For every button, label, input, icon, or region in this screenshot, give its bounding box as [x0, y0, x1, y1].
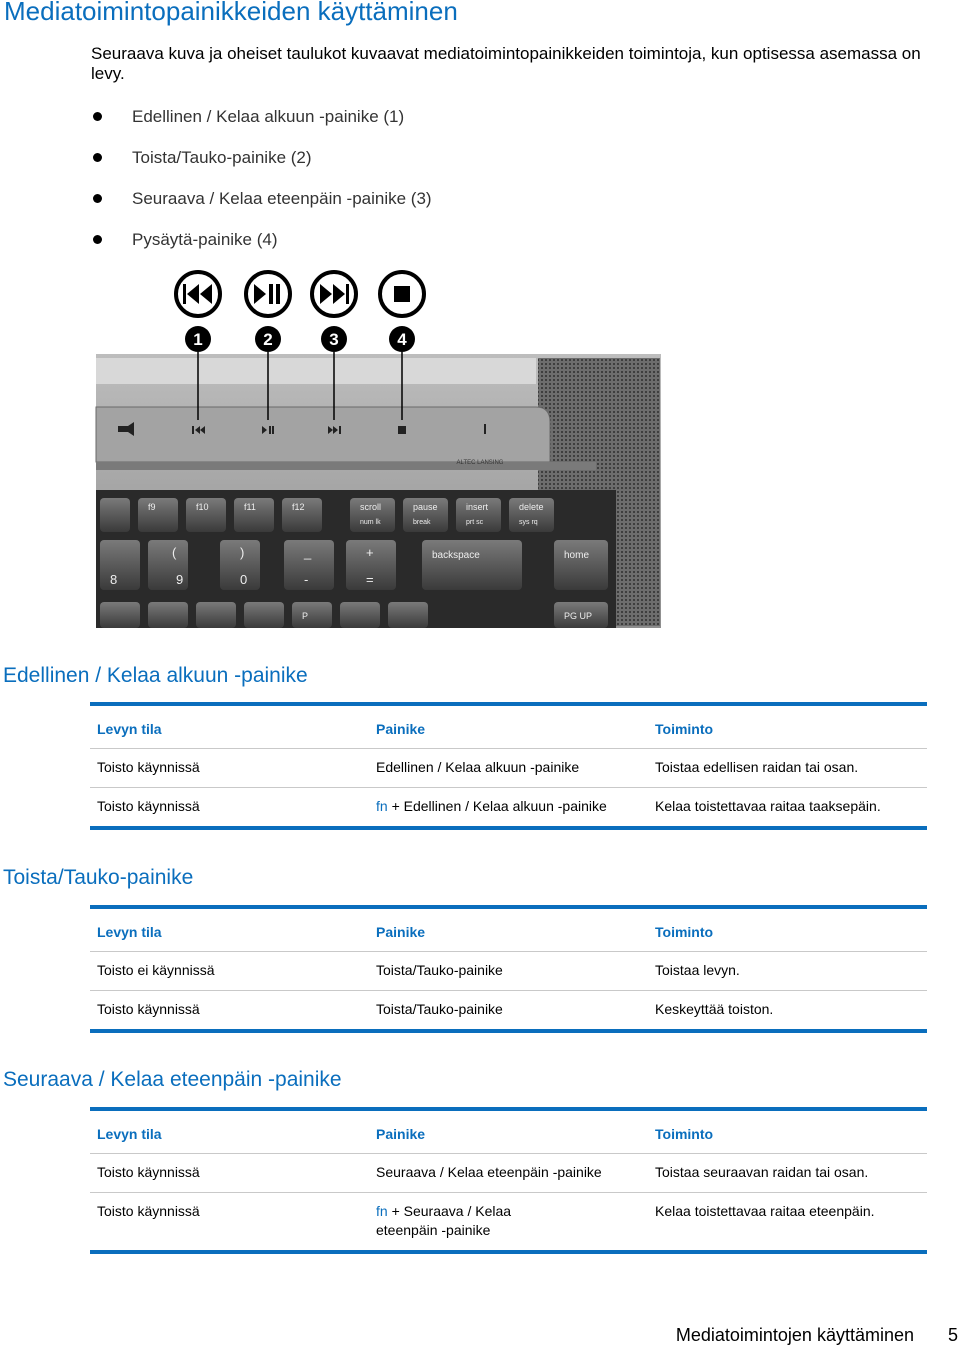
state-cell: Toisto käynnissä	[97, 798, 200, 814]
table-row	[90, 1154, 927, 1193]
list-item	[91, 145, 432, 186]
column-header: Levyn tila	[97, 924, 162, 940]
action-cell: Toistaa edellisen raidan tai osan.	[655, 759, 859, 775]
state-cell: Toisto käynnissä	[97, 1203, 200, 1219]
button-label: + Seuraava / Kelaa eteenpäin -painike	[376, 1203, 512, 1238]
button-label: Seuraava / Kelaa eteenpäin -painike	[376, 1164, 602, 1180]
list-item	[91, 104, 432, 145]
zero-key: 0	[240, 572, 248, 587]
column-header: Toiminto	[655, 924, 714, 940]
button-table	[90, 1107, 927, 1254]
previous-icon	[176, 272, 220, 316]
button-cell	[369, 1193, 648, 1253]
table-header-row	[90, 1109, 927, 1154]
action-cell: Toistaa levyn.	[655, 962, 740, 978]
brand-label: ALTEC LANSING	[456, 460, 504, 466]
action-cell: Kelaa toistettavaa raitaa taaksepäin.	[655, 798, 881, 814]
dash-key: -	[304, 572, 309, 587]
page-title: Mediatoimintopainikkeiden käyttäminen	[4, 0, 458, 26]
callout-1: 1	[193, 330, 203, 349]
column-header: Levyn tila	[97, 721, 162, 737]
pgup-key: PG UP	[564, 611, 593, 621]
button-label: + Edellinen / Kelaa alkuun -painike	[391, 798, 607, 814]
num-lk-label: num lk	[360, 519, 381, 526]
button-cell	[369, 1154, 648, 1193]
callout-2: 2	[263, 330, 273, 349]
list-item-label: Pysäytä-painike (4)	[132, 230, 278, 249]
state-cell: Toisto ei käynnissä	[97, 962, 215, 978]
table-row	[90, 749, 927, 788]
action-cell: Toistaa seuraavan raidan tai osan.	[655, 1164, 869, 1180]
button-cell	[369, 749, 648, 788]
bullet-icon	[93, 235, 102, 244]
fn-key-label: fn	[376, 798, 388, 814]
table-row	[90, 991, 927, 1032]
eight-key: 8	[110, 572, 118, 587]
section-title: Toista/Tauko-painike	[3, 866, 194, 889]
footer-page-number: 5	[947, 1325, 958, 1345]
bullet-icon	[93, 194, 102, 203]
footer-chapter-title: Mediatoimintojen käyttäminen	[675, 1325, 914, 1345]
home-key: home	[564, 550, 590, 561]
button-table	[90, 905, 927, 1033]
column-header: Painike	[376, 721, 426, 737]
section-title: Seuraava / Kelaa eteenpäin -painike	[3, 1068, 342, 1091]
section-title: Edellinen / Kelaa alkuun -painike	[3, 664, 308, 687]
list-item-label: Seuraava / Kelaa eteenpäin -painike (3)	[132, 189, 432, 208]
list-item-label: Edellinen / Kelaa alkuun -painike (1)	[132, 107, 405, 126]
underscore-key: _	[304, 545, 312, 560]
table-row	[90, 952, 927, 991]
callout-4: 4	[397, 330, 407, 349]
button-list	[91, 104, 432, 268]
keyboard	[96, 490, 616, 628]
action-cell: Keskeyttää toiston.	[655, 1001, 774, 1017]
media-buttons-figure	[88, 262, 663, 628]
nine-key: 9	[176, 572, 184, 587]
table-header-row	[90, 704, 927, 749]
button-label: Toista/Tauko-painike	[376, 962, 503, 978]
intro-paragraph: Seuraava kuva ja oheiset taulukot kuvaavat mediatoimintopainikkeiden toimintoja, kun optisessa asemassa on levy.	[91, 44, 921, 83]
fn-key-label: fn	[376, 1203, 388, 1219]
pause-key: pause	[413, 502, 438, 512]
equals-key: =	[366, 572, 374, 587]
callout-3: 3	[329, 330, 339, 349]
f12-key: f12	[292, 502, 305, 512]
action-cell: Kelaa toistettavaa raitaa eteenpäin.	[655, 1203, 875, 1219]
column-header: Painike	[376, 924, 426, 940]
insert-key: insert	[466, 502, 489, 512]
backspace-key: backspace	[432, 550, 480, 561]
state-cell: Toisto käynnissä	[97, 759, 200, 775]
sys-rq-label: sys rq	[519, 519, 538, 526]
list-item	[91, 186, 432, 227]
bullet-icon	[93, 153, 102, 162]
f9-key: f9	[148, 502, 156, 512]
button-cell	[369, 991, 648, 1032]
stop-icon	[380, 272, 424, 316]
table-header-row	[90, 907, 927, 952]
table-row	[90, 788, 927, 829]
column-header: Levyn tila	[97, 1126, 162, 1142]
f11-key: f11	[244, 502, 256, 512]
button-cell	[369, 788, 648, 829]
column-header: Toiminto	[655, 721, 714, 737]
paren-open-key: (	[172, 545, 177, 560]
p-key: P	[302, 611, 309, 621]
column-header: Painike	[376, 1126, 426, 1142]
scroll-key: scroll	[360, 502, 382, 512]
next-icon	[312, 272, 356, 316]
f10-key: f10	[196, 502, 209, 512]
button-label: Edellinen / Kelaa alkuun -painike	[376, 759, 580, 775]
column-header: Toiminto	[655, 1126, 714, 1142]
button-table	[90, 702, 927, 830]
bullet-icon	[93, 112, 102, 121]
plus-key: +	[366, 545, 374, 560]
state-cell: Toisto käynnissä	[97, 1001, 200, 1017]
button-label: Toista/Tauko-painike	[376, 1001, 503, 1017]
list-item-label: Toista/Tauko-painike (2)	[132, 148, 312, 167]
callout-badges	[185, 326, 415, 352]
state-cell: Toisto käynnissä	[97, 1164, 200, 1180]
break-label: break	[413, 519, 431, 526]
paren-close-key: )	[240, 545, 245, 560]
button-cell	[369, 952, 648, 991]
prt-sc-label: prt sc	[466, 519, 484, 526]
delete-key: delete	[519, 502, 544, 512]
table-row	[90, 1193, 927, 1253]
play-pause-icon	[246, 272, 290, 316]
